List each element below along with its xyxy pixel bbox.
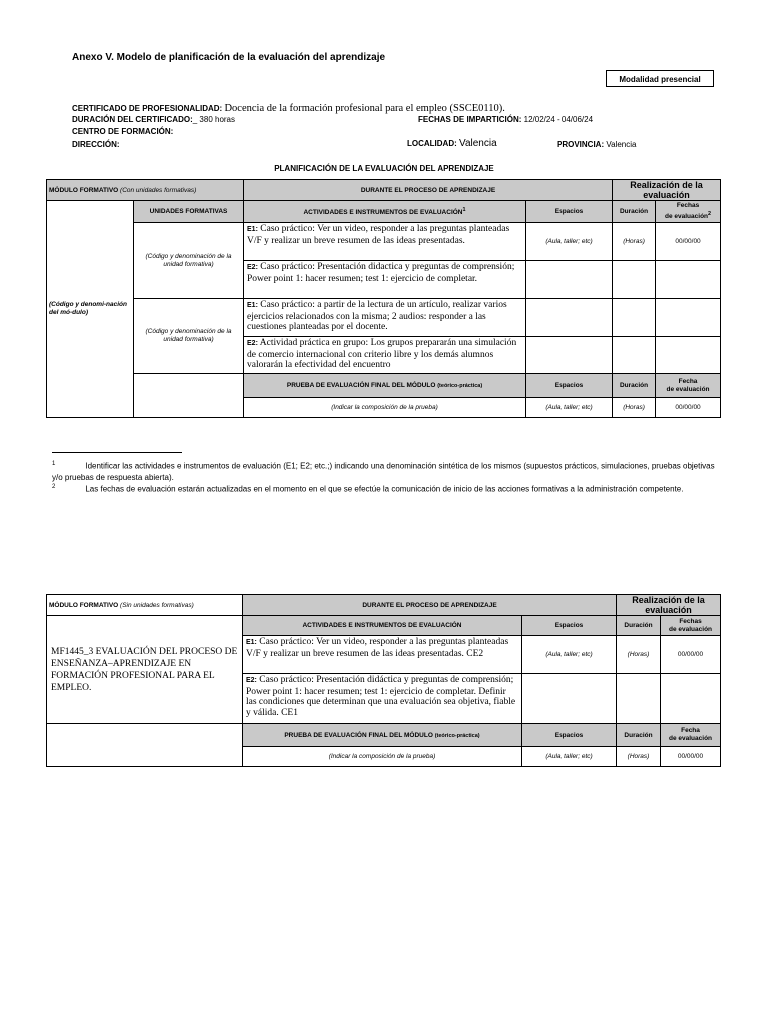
fecha-header: Fecha de evaluación (656, 374, 721, 398)
duracion-value: (Horas) (613, 223, 656, 261)
activity-e2-b: E2: Actividad práctica en grupo: Los grupos prepararán una simulación de comercio internacional con criterio libre y los demás alumnos valorarán la efectividad del encuentro (244, 337, 526, 374)
duracion-value: _ 380 horas (192, 115, 236, 124)
localidad-row (407, 138, 497, 149)
duracion-header-2: Duración (617, 724, 661, 747)
fecha-value: 00/00/00 (656, 398, 721, 418)
espacios-value: (Aula, taller; etc) (526, 398, 613, 418)
realizacion-header: Realización de la evaluación (613, 180, 721, 201)
duracion-value: (Horas) (613, 398, 656, 418)
fechas-header: Fechas de evaluación$^2$ (656, 201, 721, 223)
empty-cell (656, 299, 721, 337)
localidad-label: LOCALIDAD: (407, 139, 457, 148)
activity-e2-mod2: E2: Caso práctico: Presentación didáctica y preguntas de comprensión; Power point 1: hacer resumen; test 1: ejercicio de completar. Definir las condiciones que determinan que una evaluación sea objetiva, fiable y válida. CE1 (243, 674, 522, 724)
empty-cell (613, 299, 656, 337)
activity-e1-b: E1: Caso práctico: a partir de la lectura de un artículo, realizar varios ejercicios relacionados con la misma; 2 audios: responder a las cuestiones planteadas por el docente. (244, 299, 526, 337)
certificado-label: CERTIFICADO DE PROFESIONALIDAD: (72, 104, 223, 113)
prueba-header: PRUEBA DE EVALUACIÓN FINAL DEL MÓDULO (teórico-práctica) (244, 374, 526, 398)
duracion-row (72, 114, 235, 125)
fecha-value-2: 00/00/00 (661, 636, 721, 674)
provincia-row (557, 139, 636, 150)
modulo-cell-2: MF1445_3 EVALUACIÓN DEL PROCESO DE ENSEÑANZA–APRENDIZAJE EN FORMACIÓN PROFESIONAL PARA EL EMPLEO. (47, 616, 243, 724)
certificado-value: Docencia de la formación profesional para el empleo (SSCE0110). (224, 103, 505, 114)
duracion-value-2: (Horas) (617, 636, 661, 674)
fecha-header-2: Fecha de evaluación (661, 724, 721, 747)
duracion-header-2: Duración (617, 616, 661, 636)
empty-cell (617, 674, 661, 724)
uf-cell-1: (Código y denominación de la unidad formativa) (134, 223, 244, 299)
empty-cell (661, 674, 721, 724)
espacios-header: Espacios (526, 201, 613, 223)
actividades-header: ACTIVIDADES E INSTRUMENTOS DE EVALUACIÓN$^1$ (244, 201, 526, 223)
fechas-row (418, 114, 593, 125)
empty-cell (47, 724, 243, 767)
empty-cell (613, 261, 656, 299)
table-without-units (46, 594, 721, 767)
activity-e1: E1: Caso práctico: Ver un video, responder a las preguntas planteadas V/F y realizar un breve resumen de las ideas presentadas. (244, 223, 526, 261)
fecha-value-2: 00/00/00 (661, 747, 721, 767)
durante-header-2: DURANTE EL PROCESO DE APRENDIZAJE (243, 595, 617, 616)
duracion-value-2: (Horas) (617, 747, 661, 767)
modalidad-box: Modalidad presencial (606, 70, 714, 87)
modulo-header-2: MÓDULO FORMATIVO (Sin unidades formativas) (47, 595, 243, 616)
unidades-header: UNIDADES FORMATIVAS (134, 201, 244, 223)
footnote-2: $^2$ Las fechas de evaluación estarán actualizadas en el momento en el que se efectúe la comunicación de inicio de las acciones formativas a la administración competente. (52, 484, 684, 494)
activity-e2: E2: Caso práctico: Presentación didactica y preguntas de comprensión; Power point 1: hacer resumen; test 1: ejercicio de completar. (244, 261, 526, 299)
fechas-value: 12/02/24 - 04/06/24 (523, 115, 594, 124)
centro-label: CENTRO DE FORMACIÓN: (72, 127, 174, 136)
espacios-value: (Aula, taller; etc) (526, 223, 613, 261)
empty-cell (656, 337, 721, 374)
fechas-header-2: Fechas de evaluación (661, 616, 721, 636)
empty-cell (526, 261, 613, 299)
centro-row (72, 126, 173, 137)
realizacion-header-2: Realización de la evaluación (617, 595, 721, 616)
prueba-header-2: PRUEBA DE EVALUACIÓN FINAL DEL MÓDULO (teórico-práctica) (243, 724, 522, 747)
direccion-label: DIRECCIÓN: (72, 140, 120, 149)
espacios-value-2: (Aula, taller; etc) (522, 636, 617, 674)
empty-cell (526, 299, 613, 337)
espacios-header-2: Espacios (522, 724, 617, 747)
actividades-header-2: ACTIVIDADES E INSTRUMENTOS DE EVALUACIÓN (243, 616, 522, 636)
fecha-value: 00/00/00 (656, 223, 721, 261)
footnote-1: $^1$ Identificar las actividades e instrumentos de evaluación (E1; E2; etc.;) indicando una denominación sintética de los mismos (supuestos prácticos, simulaciones, pruebas objetivas y/o pruebas de respuesta abierta). (52, 461, 715, 482)
duracion-label: DURACIÓN DEL CERTIFICADO: (72, 115, 193, 124)
empty-cell (522, 674, 617, 724)
modulo-header: MÓDULO FORMATIVO (Con unidades formativas) (47, 180, 244, 201)
page-title: Anexo V. Modelo de planificación de la evaluación del aprendizaje (72, 52, 386, 63)
espacios-header: Espacios (526, 374, 613, 398)
certificado-row (72, 103, 505, 114)
planificacion-title: PLANIFICACIÓN DE LA EVALUACIÓN DEL APRENDIZAJE (274, 164, 494, 173)
provincia-value: Valencia (606, 140, 637, 149)
durante-header: DURANTE EL PROCESO DE APRENDIZAJE (244, 180, 613, 201)
provincia-label: PROVINCIA: (557, 140, 605, 149)
espacios-header-2: Espacios (522, 616, 617, 636)
empty-cell (134, 374, 244, 418)
duracion-header: Duración (613, 201, 656, 223)
localidad-value: Valencia (459, 138, 497, 149)
empty-cell (656, 261, 721, 299)
indicar-cell-2: (Indicar la composición de la prueba) (243, 747, 522, 767)
activity-e1-mod2: E1: Caso práctico: Ver un video, responder a las preguntas planteadas V/F y realizar un breve resumen de las ideas presentadas. CE2 (243, 636, 522, 674)
empty-cell (613, 337, 656, 374)
uf-cell-2: (Código y denominación de la unidad formativa) (134, 299, 244, 374)
empty-cell (526, 337, 613, 374)
duracion-header: Duración (613, 374, 656, 398)
modulo-cell: (Código y denomi-nación del mó-dulo) (47, 201, 134, 418)
espacios-value-2: (Aula, taller; etc) (522, 747, 617, 767)
table-with-units (46, 179, 721, 418)
direccion-row (72, 139, 120, 150)
footnote-separator (52, 452, 182, 453)
fechas-label: FECHAS DE IMPARTICIÓN: (418, 115, 522, 124)
indicar-cell: (Indicar la composición de la prueba) (244, 398, 526, 418)
